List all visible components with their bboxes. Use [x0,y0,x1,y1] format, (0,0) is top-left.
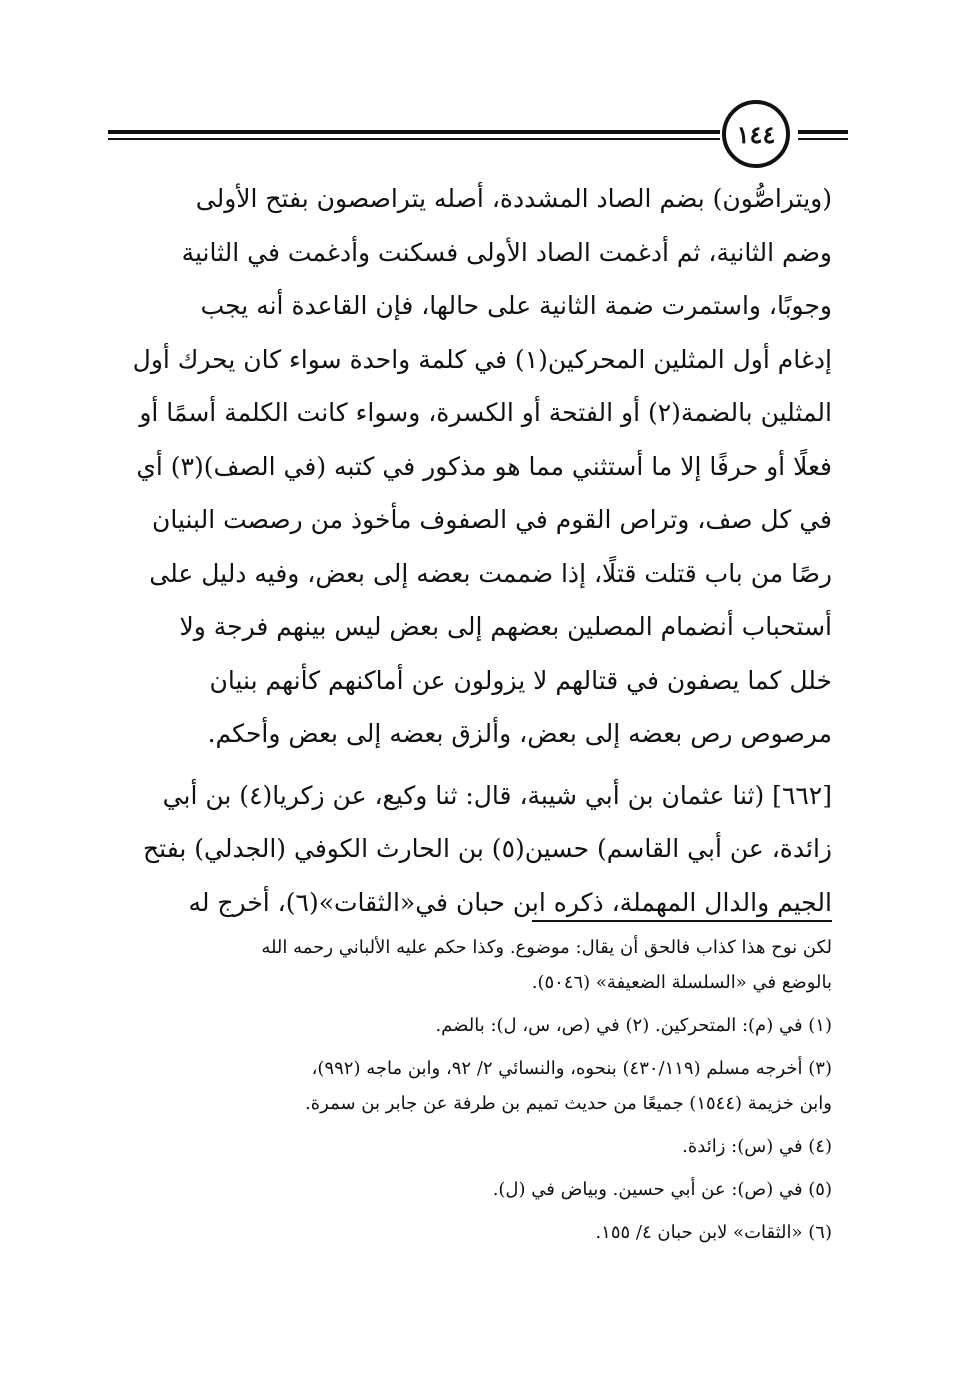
text-line: خلل كما يصفون في قتالهم لا يزولون عن أماكنهم كأنهم بنيان [209,665,832,695]
header-rule-right-thick [798,130,848,134]
text-line: إدغام أول المثلين المحركين(١) في كلمة واحدة سواء كان يحرك أول [132,344,832,374]
footnote-line: (٥) في (ص): عن أبي حسين. وبياض في (ل). [492,1179,832,1200]
footnote-line: بالوضع في «السلسلة الضعيفة» (٥٠٤٦). [531,972,832,993]
footnote-line: (٤) في (س): زائدة. [682,1136,832,1157]
page-header [108,100,848,170]
main-text [104,172,832,929]
footnote-line: (٦) «الثقات» لابن حبان ٤/ ١٥٥. [595,1222,832,1243]
text-line: (ويتراصُّون) بضم الصاد المشددة، أصله يتراصصون بفتح الأولى [195,184,832,213]
text-line: [٦٦٢] (ثنا عثمان بن أبي شيبة، قال: ثنا وكيع، عن زكريا(٤) بن أبي [162,780,832,810]
text-line: زائدة، عن أبي القاسم) حسين(٥) بن الحارث الكوفي (الجدلي) بفتح [143,834,832,863]
footnote-line: (١) في (م): المتحركين. (٢) في (ص، س، ل): بالضم. [435,1015,832,1036]
paragraph-commentary [104,172,832,761]
text-line: أستحباب أنضمام المصلين بعضهم إلى بعض ليس بينهم فرجة ولا [179,612,832,641]
footnote-line: (٣) أخرجه مسلم (٤٣٠/١١٩) بنحوه، والنسائي ٢/ ٩٢، وابن ماجه (٩٩٢)، [311,1058,832,1079]
text-line: الجيم والدال المهملة، ذكره ابن حبان في«الثقات»(٦)، أخرج له [188,887,832,917]
header-rule-left-thick [108,130,720,134]
text-line: في كل صف، وتراص القوم في الصفوف مأخوذ من رصصت البنيان [151,505,832,534]
text-line: المثلين بالضمة(٢) أو الفتحة أو الكسرة، وسواء كانت الكلمة أسمًا أو [139,398,832,427]
header-rule-right-thin [798,138,848,140]
text-line: رصًا من باب قتلت قتلًا، إذا ضممت بعضه إلى بعض، وفيه دليل على [149,558,832,588]
page-number: ١٤٤ [722,100,790,168]
text-line: وجوبًا، واستمرت ضمة الثانية على حالها، فإن القاعدة أنه يجب [200,291,832,320]
text-line: مرصوص رص بعضه إلى بعض، وألزق بعضه إلى بعض وأحكم. [207,719,832,748]
text-line: فعلًا أو حرفًا إلا ما أستثني مما هو مذكور في كتبه (في الصف)(٣) أي [136,451,832,481]
footnote-separator [532,920,832,922]
text-line: وضم الثانية، ثم أدغمت الصاد الأولى فسكنت وأدغمت في الثانية [181,237,832,267]
footnotes [104,930,832,1250]
footnote-line: لكن نوح هذا كذاب فالحق أن يقال: موضوع. وكذا حكم عليه الألباني رحمه الله [261,937,832,958]
header-rule-left-thin [108,138,720,140]
paragraph-hadith [104,769,832,930]
footnote-line: وابن خزيمة (١٥٤٤) جميعًا من حديث تميم بن طرفة عن جابر بن سمرة. [305,1093,832,1114]
